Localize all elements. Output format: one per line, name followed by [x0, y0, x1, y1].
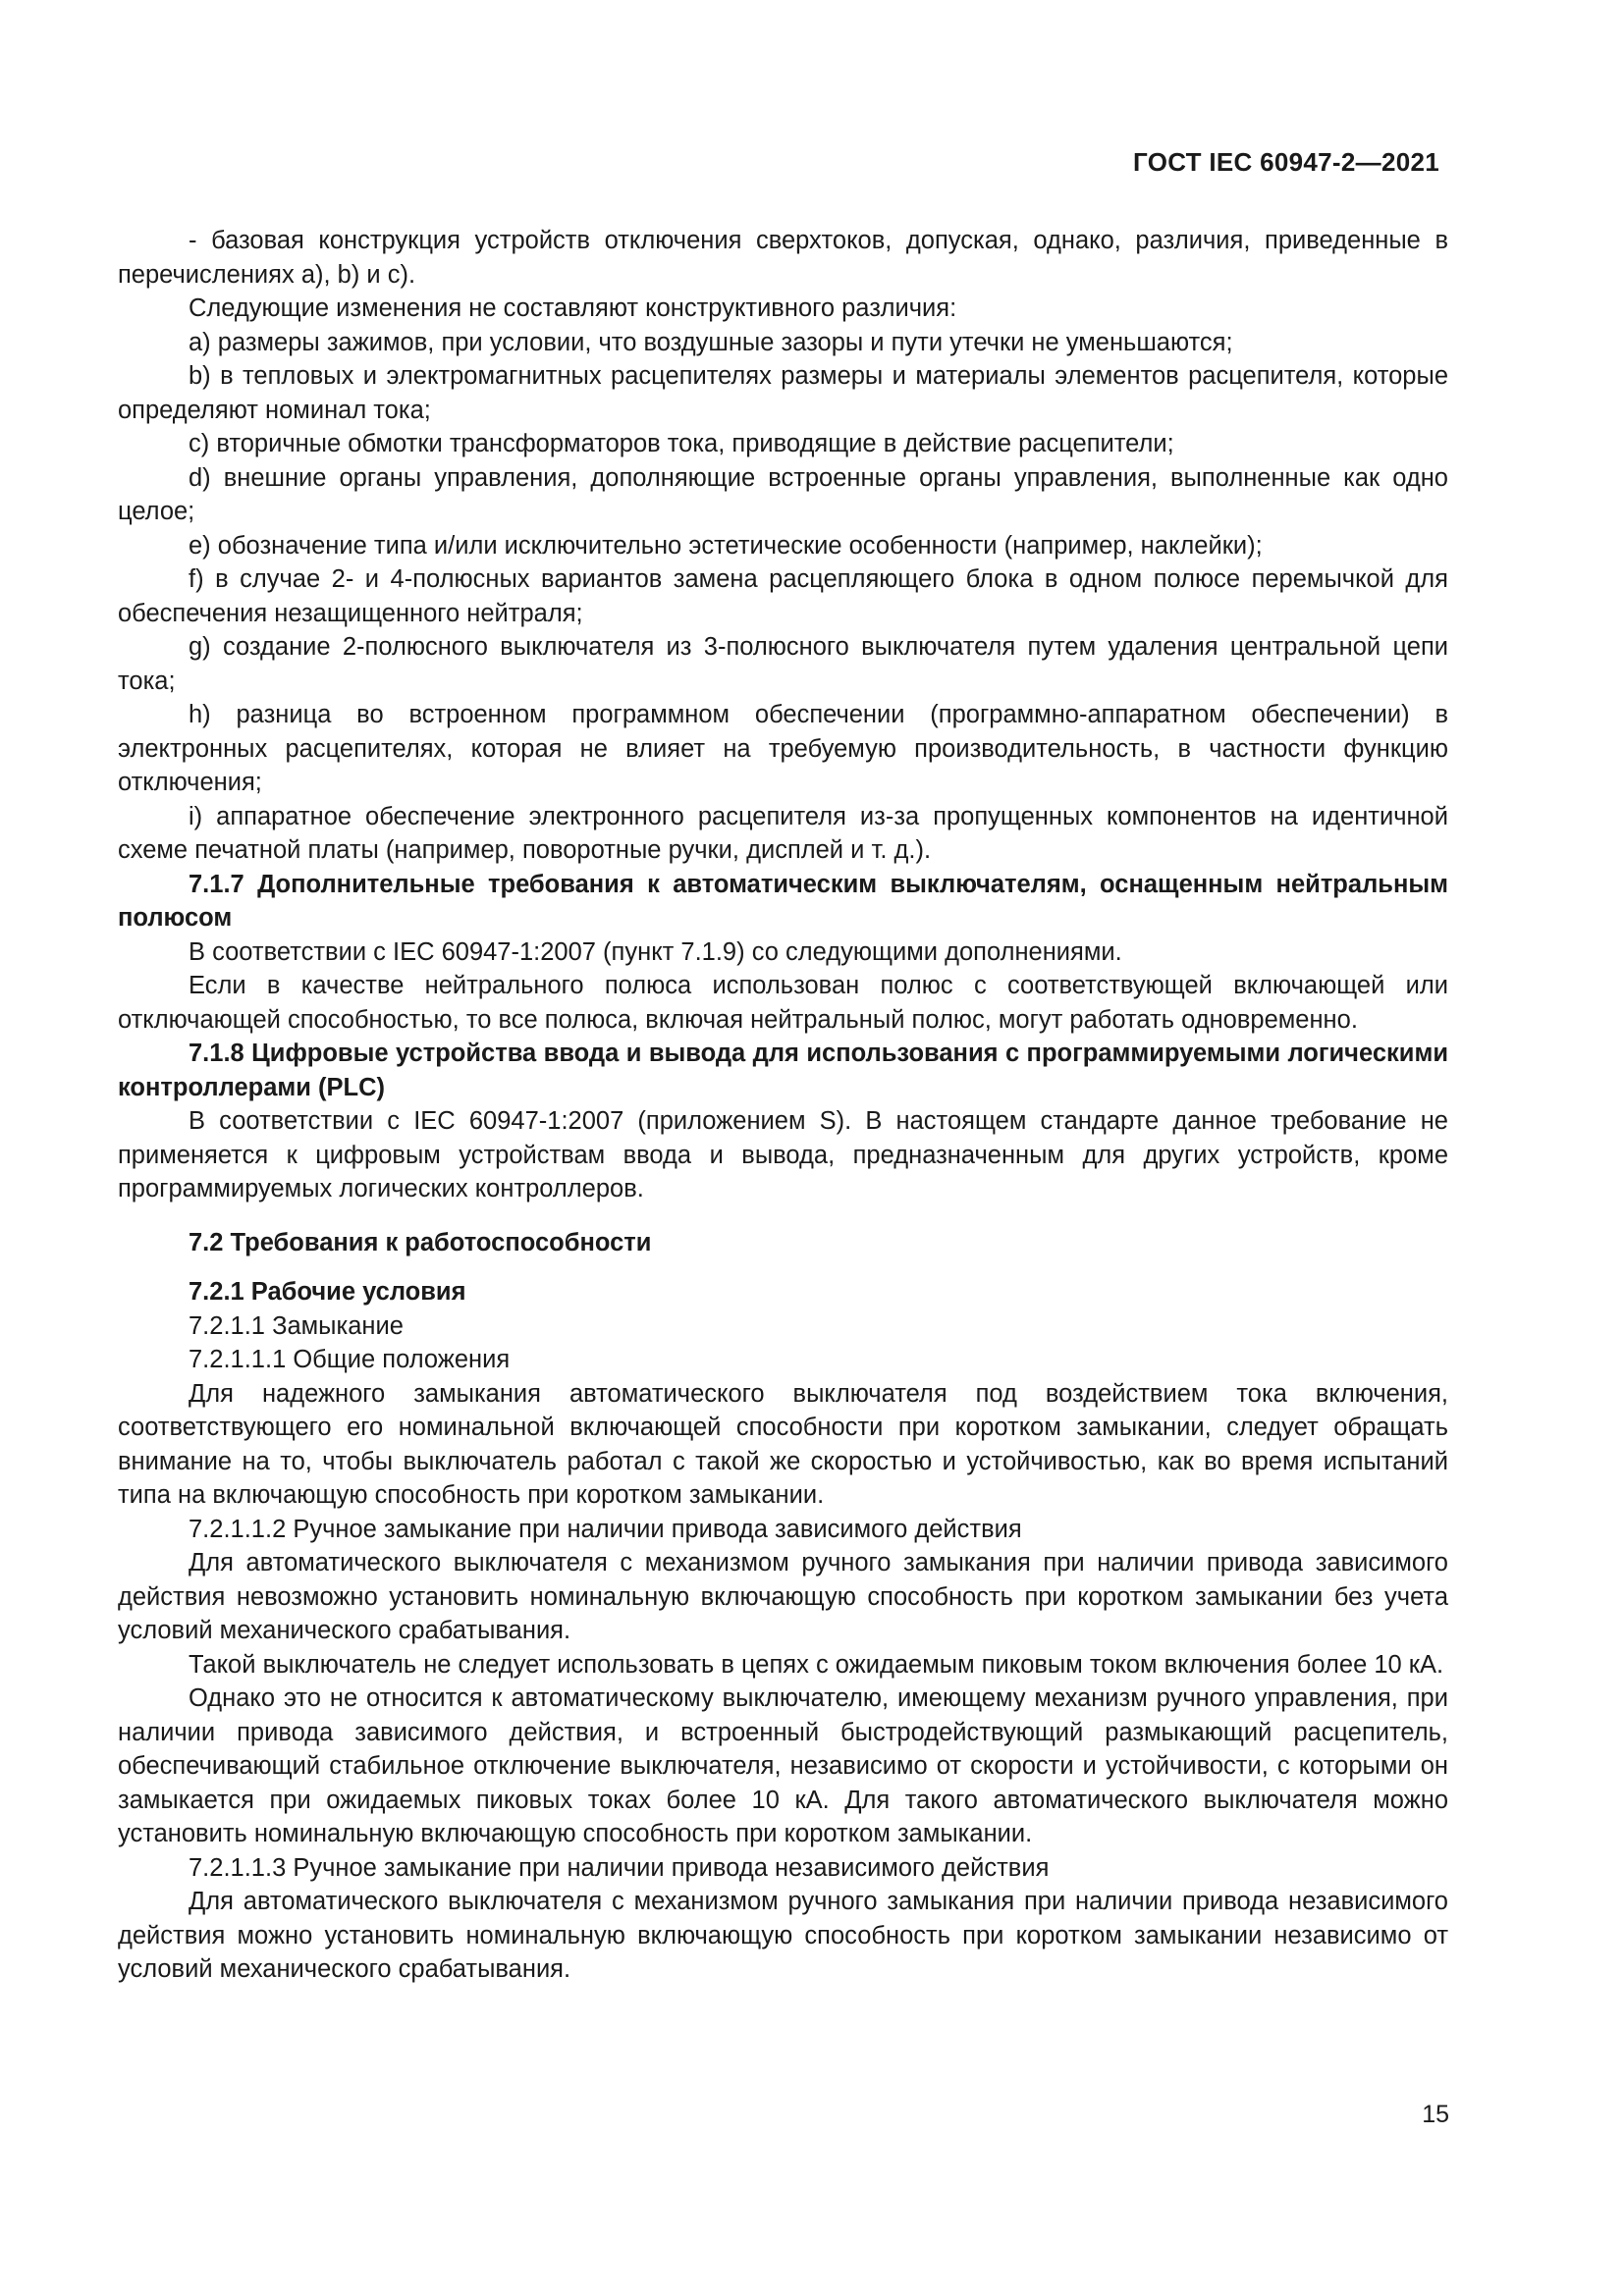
paragraph-changes-intro: Следующие изменения не составляют конструктивного различия:	[189, 294, 957, 322]
section-heading-7-1-7: 7.1.7 Дополнительные требования к автоматическим выключателям, оснащенным нейтральным полюсом	[118, 870, 1448, 932]
paragraph-7-2-1-1-2-a: Для автоматического выключателя с механизмом ручного замыкания при наличии привода зависимого действия невозможно установить номинальную включающую способность при коротком замыкании без учета условий механического срабатывания.	[118, 1549, 1448, 1644]
section-heading-7-2-1: 7.2.1 Рабочие условия	[189, 1278, 466, 1306]
paragraph-7-1-7-neutral: Если в качестве нейтрального полюса использован полюс с соответствующей включающей или отключающей способностью, то все полюса, включая нейтральный полюс, могут работать одновременно.	[118, 972, 1448, 1034]
paragraph-design-differences: - базовая конструкция устройств отключения сверхтоков, допуская, однако, различия, приведенные в перечислениях а), b) и c).	[118, 227, 1448, 289]
paragraph-7-2-1-1-1: Для надежного замыкания автоматического выключателя под воздействием тока включения, соответствующего его номинальной включающей способности при коротком замыкании, следует обращать внимание на то, чтобы выключатель работал с такой же скоростью и устойчивостью, как во время испытаний типа на включающую способность при коротком замыкании.	[118, 1379, 1448, 1509]
section-heading-7-2-1-1-3: 7.2.1.1.3 Ручное замыкание при наличии привода независимого действия	[189, 1853, 1050, 1882]
list-item-i: i) аппаратное обеспечение электронного расцепителя из-за пропущенных компонентов на идентичной схеме печатной платы (например, поворотные ручки, дисплей и т. д.).	[118, 802, 1448, 864]
page-number: 15	[1422, 2101, 1449, 2128]
list-item-e: e) обозначение типа и/или исключительно эстетические особенности (например, наклейки);	[189, 531, 1263, 560]
section-heading-7-2-1-1-1: 7.2.1.1.1 Общие положения	[189, 1346, 511, 1373]
document-body	[118, 224, 1448, 1987]
list-item-h: h) разница во встроенном программном обеспечении (программно-аппаратном обеспечении) в электронных расцепителях, которая не влияет на требуемую производительность, в частности функцию отключения;	[118, 701, 1448, 796]
paragraph-7-2-1-1-2-b: Такой выключатель не следует использовать в цепях с ожидаемым пиковым током включения более 10 кА.	[189, 1650, 1444, 1679]
list-item-g: g) создание 2-полюсного выключателя из 3-полюсного выключателя путем удаления центральной цепи тока;	[118, 633, 1448, 695]
section-heading-7-2-1-1: 7.2.1.1 Замыкание	[189, 1311, 404, 1340]
list-item-a: a) размеры зажимов, при условии, что воздушные зазоры и пути утечки не уменьшаются;	[189, 328, 1233, 356]
paragraph-7-1-7-reference: В соответствии с IEC 60947-1:2007 (пункт 7.1.9) со следующими дополнениями.	[189, 937, 1122, 966]
list-item-b: b) в тепловых и электромагнитных расцепителях размеры и материалы элементов расцепителя, которые определяют номинал тока;	[118, 362, 1448, 424]
section-heading-7-1-8: 7.1.8 Цифровые устройства ввода и вывода для использования с программируемыми логическими контроллерами (PLC)	[118, 1040, 1448, 1101]
paragraph-7-2-1-1-3: Для автоматического выключателя с механизмом ручного замыкания при наличии привода независимого действия можно установить номинальную включающую способность при коротком замыкании независимо от условий механического срабатывания.	[118, 1888, 1448, 1983]
paragraph-7-2-1-1-2-c: Однако это не относится к автоматическому выключателю, имеющему механизм ручного управления, при наличии привода зависимого действия, и встроенный быстродействующий размыкающий расцепитель, обеспечивающий стабильное отключение выключателя, независимо от скорости и устойчивости, с которыми он замыкается при ожидаемых пиковых токах более 10 кА. Для такого автоматического выключателя можно установить номинальную включающую способность при коротком замыкании.	[118, 1684, 1448, 1847]
list-item-d: d) внешние органы управления, дополняющие встроенные органы управления, выполненные как одно целое;	[118, 463, 1448, 525]
list-item-c: c) вторичные обмотки трансформаторов тока, приводящие в действие расцепители;	[189, 430, 1174, 457]
section-heading-7-2-1-1-2: 7.2.1.1.2 Ручное замыкание при наличии привода зависимого действия	[189, 1515, 1022, 1543]
paragraph-7-1-8: В соответствии с IEC 60947-1:2007 (приложением S). В настоящем стандарте данное требование не применяется к цифровым устройствам ввода и вывода, предназначенным для других устройств, кроме программируемых логических контроллеров.	[118, 1107, 1448, 1202]
document-header: ГОСТ IEC 60947-2—2021	[1133, 147, 1439, 177]
section-heading-7-2: 7.2 Требования к работоспособности	[189, 1228, 652, 1256]
list-item-f: f) в случае 2- и 4-полюсных вариантов замена расцепляющего блока в одном полюсе перемычкой для обеспечения незащищенного нейтраля;	[118, 565, 1448, 627]
